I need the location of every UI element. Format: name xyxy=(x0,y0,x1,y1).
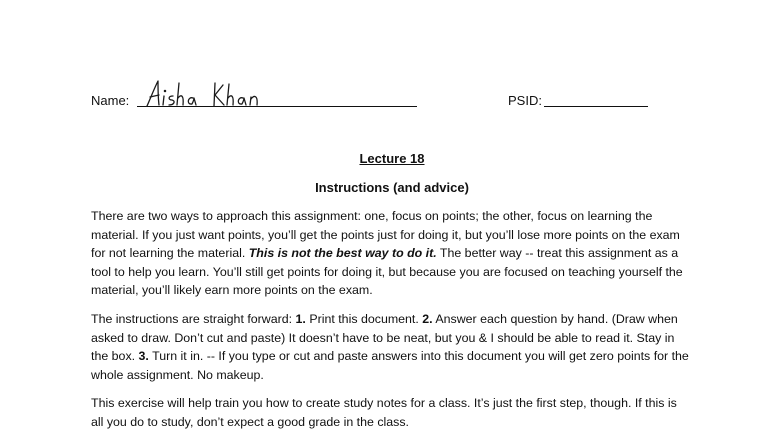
instructions-intro: The instructions are straight forward: xyxy=(91,312,296,326)
step-text-1: Print this document. xyxy=(305,312,423,326)
psid-label: PSID: xyxy=(508,93,542,108)
psid-field xyxy=(544,106,648,107)
paragraph-study-notes: This exercise will help train you how to create study notes for a class. It’s just the first step, though. If this is all you do to study, don’t expect a good grade in the class. xyxy=(91,396,677,429)
step-number-1: 1. xyxy=(295,312,306,326)
header-row xyxy=(91,85,651,109)
paragraph-approach-text-1: There are two ways to approach this assignment: one, focus on points; the other, focus on learning the material. If you just want points, you’ll get the points just for doing it, but you’ll lose more points on the exam for not learning the material. xyxy=(91,209,680,261)
emphasis-text: This is not the best way to do it. xyxy=(248,246,437,261)
handwritten-name xyxy=(143,79,273,109)
paragraph-approach-text-2: The better way -- treat this assignment as a tool to help you learn. You’ll still get points for doing it, but because you are focused on teaching yourself the material, you’ll likely earn more points on the exam. xyxy=(91,246,683,298)
step-number-3: 3. xyxy=(138,349,149,364)
name-label: Name: xyxy=(91,93,130,108)
step-text-3: Turn it in. -- If you type or cut and paste answers into this document you will get zero points for the whole assignment. No makeup. xyxy=(91,349,689,382)
step-text-2: Answer each question by hand. (Draw when asked to draw. Don’t cut and paste) It doesn’t have to be neat, but you & I should be able to read it. Stay in the box. xyxy=(91,312,678,364)
instructions-heading: Instructions (and advice) xyxy=(315,180,469,195)
step-number-2: 2. xyxy=(422,312,433,326)
paragraph-instructions xyxy=(91,310,691,384)
lecture-title: Lecture 18 xyxy=(359,151,425,166)
paragraph-approach xyxy=(91,207,691,300)
